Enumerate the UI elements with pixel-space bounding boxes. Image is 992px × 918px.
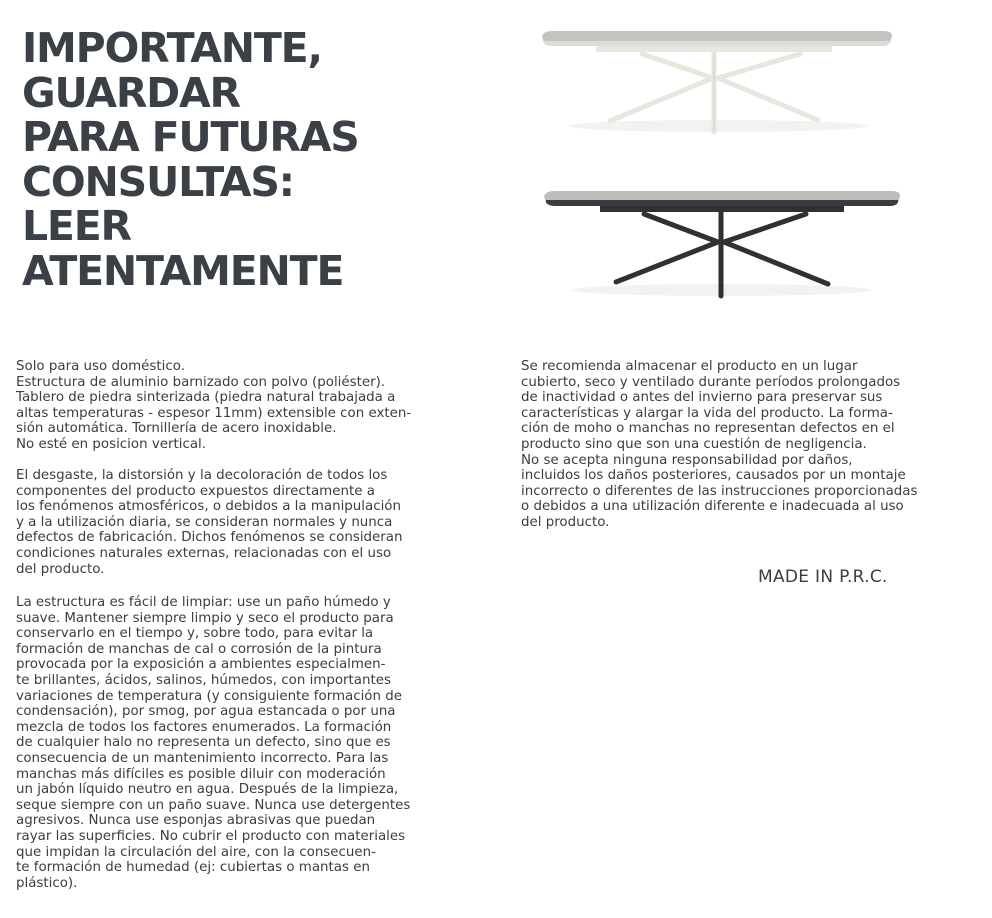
text-line: un jabón líquido neutro en agua. Después de la limpieza,	[16, 782, 399, 798]
text-line: de inactividad o antes del invierno para preservar sus	[521, 390, 883, 406]
text-line: sión automática. Tornillería de acero inoxidable.	[16, 421, 337, 437]
made-in-label: MADE IN P.R.C.	[758, 567, 888, 587]
text-line: Se recomienda almacenar el producto en un lugar	[521, 359, 858, 374]
text-line: rayar las superficies. No cubrir el producto con materiales	[16, 828, 406, 844]
usage-materials-paragraph	[16, 359, 411, 453]
text-line: altas temperaturas - espesor 11mm) extensible con exten-	[16, 405, 412, 421]
text-line: agresivos. Nunca use esponjas abrasivas que puedan	[16, 813, 376, 829]
text-line: incluidos los daños posteriores, causados por un montaje	[521, 468, 906, 484]
page-title	[22, 26, 462, 293]
text-line: cubierto, seco y ventilado durante períodos prolongados	[521, 374, 901, 390]
text-line: del producto.	[16, 561, 105, 577]
text-line: te brillantes, ácidos, salinos, húmedos, con importantes	[16, 672, 391, 688]
text-line: consecuencia de un mantenimiento incorrecto. Para las	[16, 750, 389, 766]
text-line: provocada por la exposición a ambientes especialmen-	[16, 657, 386, 673]
text-line: condiciones naturales externas, relacionadas con el uso	[16, 545, 392, 561]
text-line: los fenómenos atmosféricos, o debidos a la manipulación	[16, 499, 401, 515]
text-line: o debidos a una utilización diferente e inadecuada al uso	[521, 499, 904, 515]
text-line: manchas más difíciles es posible diluir con moderación	[16, 766, 386, 782]
text-line: producto sino que son una cuestión de negligencia.	[521, 436, 867, 452]
text-line: No se acepta ninguna responsabilidad por daños,	[521, 452, 853, 468]
text-line: componentes del producto expuestos directamente a	[16, 483, 375, 499]
text-line: seque siempre con un paño suave. Nunca use detergentes	[16, 797, 411, 813]
text-line: ción de moho o manchas no representan defectos en el	[521, 421, 895, 437]
text-line: formación de manchas de cal o corrosión de la pintura	[16, 641, 382, 657]
text-line: y a la utilización diaria, se consideran normales y nunca	[16, 514, 393, 530]
text-line: que impidan la circulación del aire, con la consecuen-	[16, 844, 376, 860]
text-line: mezcla de todos los factores enumerados. La formación	[16, 719, 392, 735]
text-line: de cualquier halo no representa un defecto, sino que es	[16, 735, 391, 751]
text-line: No esté en posicion vertical.	[16, 436, 206, 452]
title-line: CONSULTAS:	[22, 157, 294, 206]
text-line: La estructura es fácil de limpiar: use un paño húmedo y	[16, 595, 391, 610]
title-line: LEER	[22, 202, 131, 250]
title-line: GUARDAR	[22, 68, 240, 117]
wear-paragraph	[16, 468, 403, 577]
table-white-frame-image	[538, 26, 896, 140]
text-line: defectos de fabricación. Dichos fenómenos se consideran	[16, 530, 403, 546]
title-line: PARA FUTURAS	[22, 113, 359, 161]
text-line: variaciones de temperatura (y consiguiente formación de	[16, 688, 402, 704]
storage-liability-paragraph	[521, 359, 917, 531]
title-line: ATENTAMENTE	[22, 246, 344, 295]
text-line: conservarlo en el tiempo y, sobre todo, para evitar la	[16, 626, 374, 642]
table-black-frame-image	[540, 186, 906, 302]
text-line: El desgaste, la distorsión y la decoloración de todos los	[16, 468, 388, 483]
text-line: Estructura de aluminio barnizado con polvo (poliéster).	[16, 374, 386, 390]
title-line: IMPORTANTE,	[22, 24, 322, 72]
text-line: características y alargar la vida del producto. La forma-	[521, 405, 893, 421]
text-line: suave. Mantener siempre limpio y seco el producto para	[16, 610, 394, 626]
text-line: condensación), por smog, por agua estancada o por una	[16, 704, 396, 720]
text-line: Solo para uso doméstico.	[16, 359, 185, 374]
text-line: te formación de humedad (ej: cubiertas o mantas en	[16, 860, 370, 876]
text-line: del producto.	[521, 514, 610, 530]
text-line: Tablero de piedra sinterizada (piedra natural trabajada a	[16, 390, 396, 406]
cleaning-paragraph	[16, 595, 410, 891]
text-line: plástico).	[16, 875, 78, 891]
text-line: incorrecto o diferentes de las instrucciones proporcionadas	[521, 483, 918, 499]
